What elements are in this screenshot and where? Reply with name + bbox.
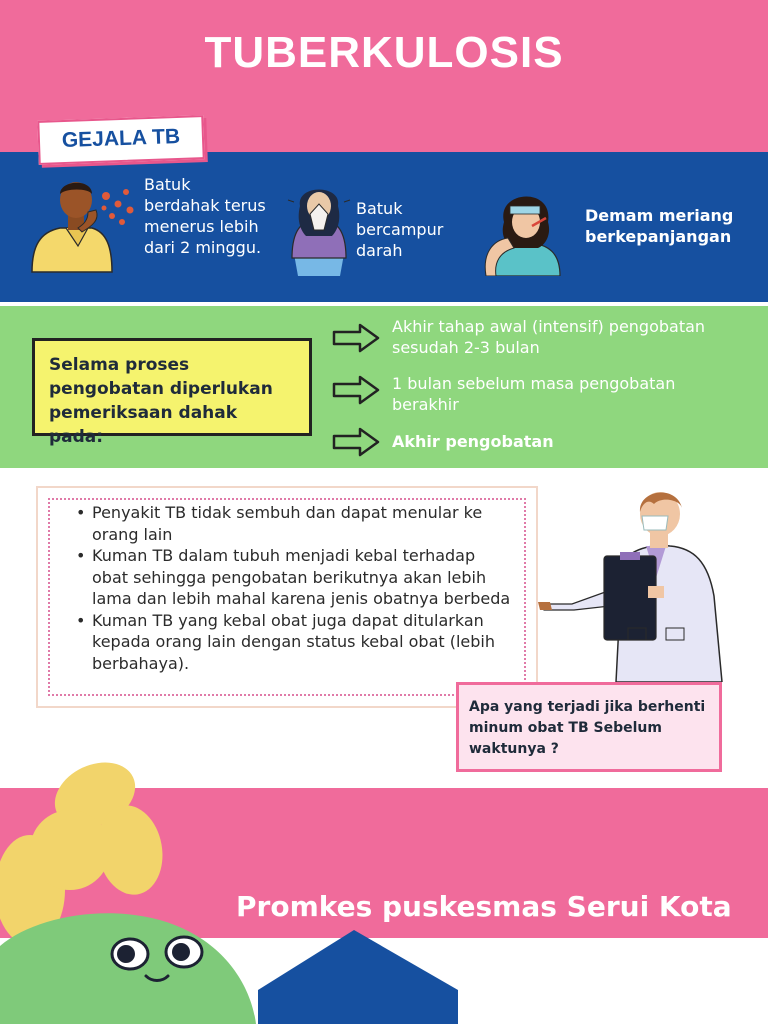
question-box: Apa yang terjadi jika berhenti minum obat TB Sebelum waktunya ? <box>456 682 722 772</box>
arrow-right-icon <box>332 426 380 458</box>
page-title: TUBERKULOSIS <box>204 28 564 77</box>
symptom-text: Demam meriang berkepanjangan <box>585 206 734 246</box>
green-mascot-icon <box>0 906 256 1024</box>
arrow-right-icon <box>332 322 380 354</box>
footer-text: Promkes puskesmas Serui Kota <box>236 890 732 923</box>
coughing-man-icon <box>26 176 138 274</box>
section-tag <box>37 115 204 165</box>
coughing-woman-icon <box>286 176 352 276</box>
doctor-icon <box>536 486 736 682</box>
list-item: • Kuman TB dalam tubuh menjadi kebal terhadap obat sehingga pengobatan berikutnya akan lebih lama dan lebih mahal karena jenis obatnya berbeda <box>74 545 514 610</box>
checkpoint-text: Akhir pengobatan <box>392 432 554 451</box>
feverish-woman-icon <box>478 182 574 276</box>
blue-pentagon-shape <box>256 928 460 1024</box>
checkpoint-text: Akhir tahap awal (intensif) pengobatan sesudah 2-3 bulan <box>392 317 706 357</box>
section-tag-label: GEJALA TB <box>61 124 181 153</box>
consequences-list <box>74 502 514 674</box>
arrow-right-icon <box>332 374 380 406</box>
note-box: Selama proses pengobatan diperlukan pemeriksaan dahak pada: <box>32 338 312 436</box>
list-item: • Penyakit TB tidak sembuh dan dapat menular ke orang lain <box>74 502 514 545</box>
checkpoint-text: 1 bulan sebelum masa pengobatan berakhir <box>392 374 676 414</box>
symptom-text: Batuk bercampur darah <box>356 199 444 260</box>
symptom-text: Batuk berdahak terus menerus lebih dari 2 minggu. <box>144 175 266 257</box>
list-item: • Kuman TB yang kebal obat juga dapat ditularkan kepada orang lain dengan status kebal obat (lebih berbahaya). <box>74 610 514 675</box>
